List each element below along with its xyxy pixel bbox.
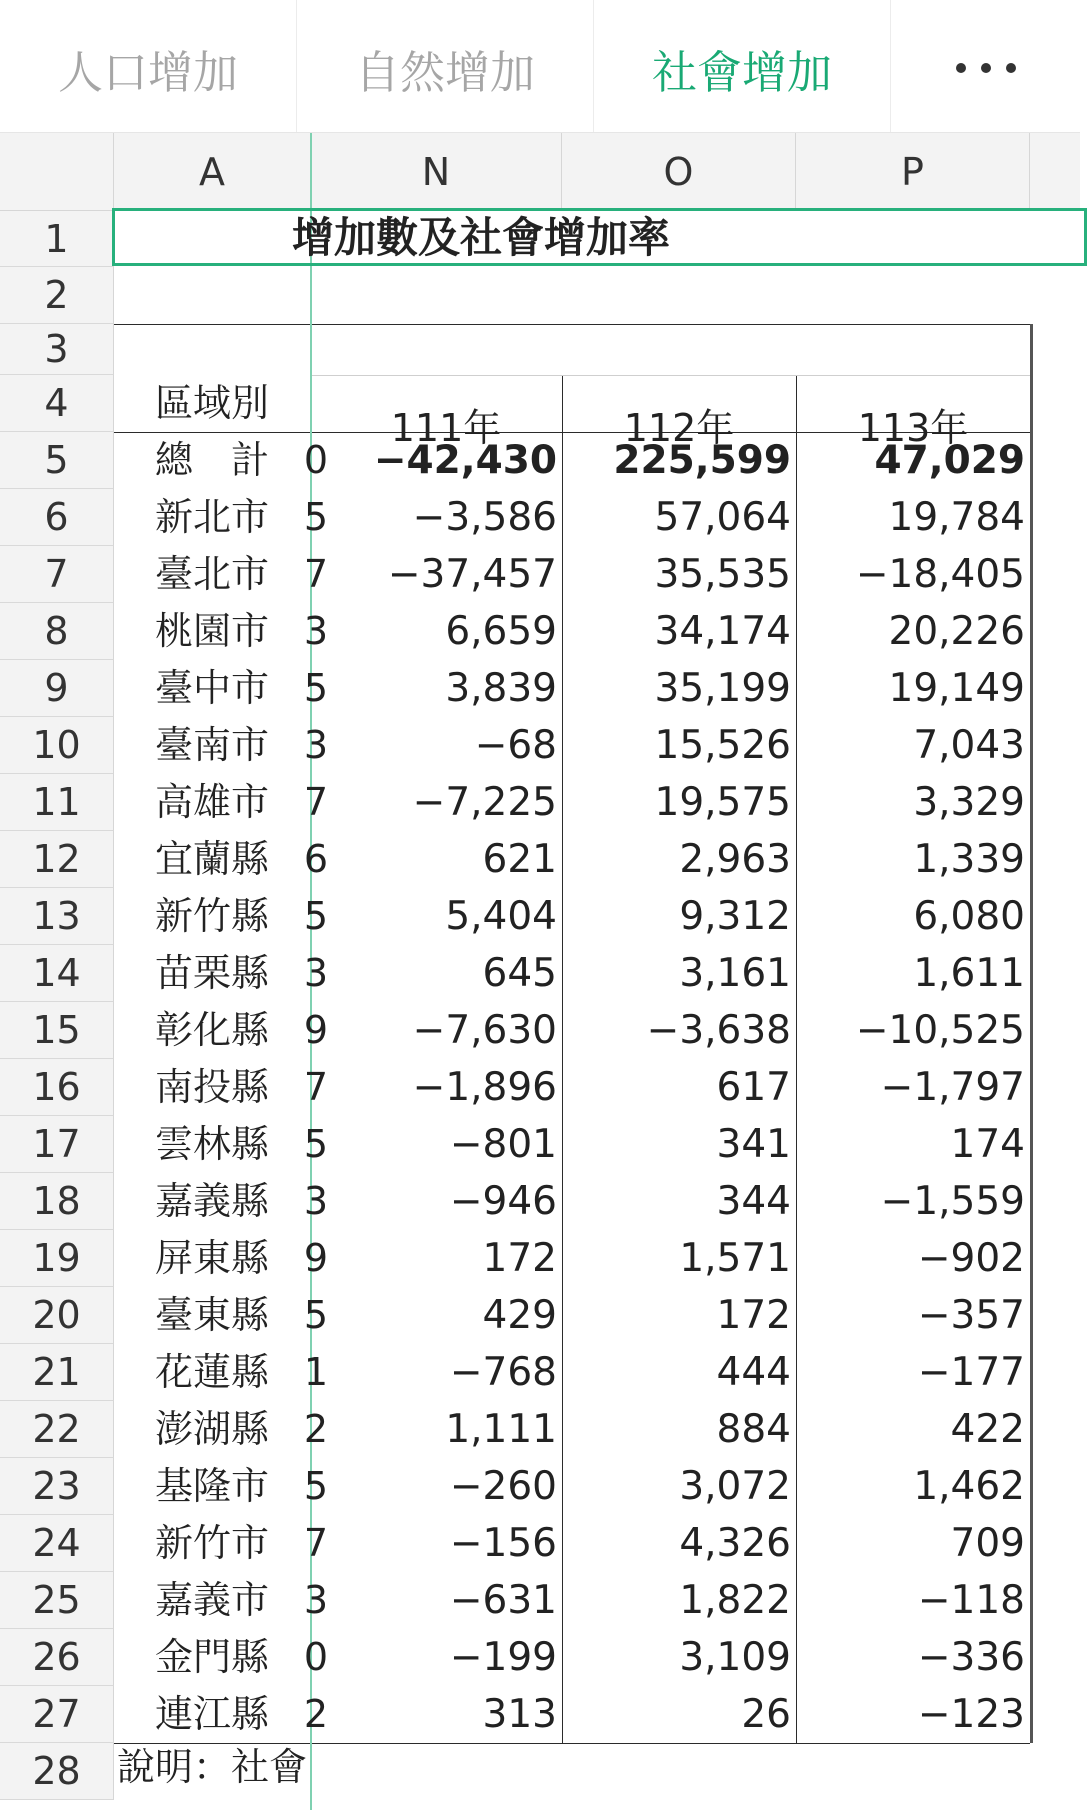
tab-social-increase[interactable]: 社會增加 bbox=[594, 0, 891, 132]
value-cell-112[interactable]: 3,109 bbox=[679, 1635, 791, 1680]
region-cell[interactable]: 澎湖縣 bbox=[154, 1407, 269, 1451]
hidden-column-stub-text: 0 bbox=[303, 438, 328, 482]
value-cell-113[interactable]: 7,043 bbox=[913, 723, 1025, 768]
value-cell-112[interactable]: 26 bbox=[741, 1692, 791, 1737]
value-cell-111[interactable]: −42,430 bbox=[373, 438, 557, 483]
row-header-2[interactable]: 2 bbox=[0, 267, 114, 324]
value-cell-113[interactable]: −902 bbox=[917, 1236, 1025, 1281]
column-header-n[interactable]: N bbox=[311, 133, 562, 211]
row-header-5[interactable]: 5 bbox=[0, 432, 114, 489]
value-cell-111[interactable]: 1,111 bbox=[445, 1407, 557, 1452]
hidden-column-stub-text: 5 bbox=[303, 495, 328, 539]
hidden-column-stub-text: 3 bbox=[303, 951, 328, 995]
region-cell[interactable]: 連江縣 bbox=[154, 1692, 269, 1736]
row-header-17[interactable]: 17 bbox=[0, 1116, 114, 1173]
value-cell-112[interactable]: 1,571 bbox=[679, 1236, 791, 1281]
row-header-22[interactable]: 22 bbox=[0, 1401, 114, 1458]
value-cell-111[interactable]: −37,457 bbox=[387, 552, 557, 597]
row-header-24[interactable]: 24 bbox=[0, 1515, 114, 1572]
value-cell-113[interactable]: 422 bbox=[950, 1407, 1025, 1452]
hidden-column-stub-text: 9 bbox=[303, 1008, 328, 1052]
row-header-11[interactable]: 11 bbox=[0, 774, 114, 831]
region-cell[interactable]: 苗栗縣 bbox=[154, 951, 269, 995]
value-cell-112[interactable]: 3,161 bbox=[679, 951, 791, 996]
select-all-corner[interactable] bbox=[0, 133, 114, 211]
value-cell-112[interactable]: 15,526 bbox=[654, 723, 791, 768]
value-cell-112[interactable]: 884 bbox=[716, 1407, 791, 1452]
area-header: 區域別 bbox=[154, 380, 269, 425]
row-header-27[interactable]: 27 bbox=[0, 1686, 114, 1743]
value-cell-113[interactable]: −357 bbox=[917, 1293, 1025, 1338]
value-cell-111[interactable]: −68 bbox=[474, 723, 557, 768]
value-cell-111[interactable]: −260 bbox=[449, 1464, 557, 1509]
region-cell[interactable]: 臺北市 bbox=[154, 552, 269, 596]
year-header-111: 111年 bbox=[390, 406, 502, 450]
value-cell-113[interactable]: 1,339 bbox=[913, 837, 1025, 882]
row-header-23[interactable]: 23 bbox=[0, 1458, 114, 1515]
region-cell[interactable]: 臺中市 bbox=[154, 666, 269, 710]
column-header-a[interactable]: A bbox=[114, 133, 311, 211]
value-cell-111[interactable]: 172 bbox=[482, 1236, 557, 1281]
hidden-column-stub-text: 7 bbox=[303, 1521, 328, 1565]
row-header-16[interactable]: 16 bbox=[0, 1059, 114, 1116]
value-cell-112[interactable]: 344 bbox=[716, 1179, 791, 1224]
hidden-column-stub-text: 9 bbox=[303, 1236, 328, 1280]
value-cell-111[interactable]: 645 bbox=[482, 951, 557, 996]
hidden-column-stub-text: 3 bbox=[303, 1179, 328, 1223]
value-cell-113[interactable]: 47,029 bbox=[874, 438, 1025, 483]
value-cell-113[interactable]: −177 bbox=[917, 1350, 1025, 1395]
row-header-18[interactable]: 18 bbox=[0, 1173, 114, 1230]
row-header-14[interactable]: 14 bbox=[0, 945, 114, 1002]
value-cell-112[interactable]: 341 bbox=[716, 1122, 791, 1167]
region-cell[interactable]: 宜蘭縣 bbox=[154, 837, 269, 881]
value-cell-111[interactable]: −768 bbox=[449, 1350, 557, 1395]
column-header-p[interactable]: P bbox=[796, 133, 1030, 211]
row-header-10[interactable]: 10 bbox=[0, 717, 114, 774]
row-header-12[interactable]: 12 bbox=[0, 831, 114, 888]
region-cell[interactable]: 新竹市 bbox=[154, 1521, 269, 1565]
region-cell[interactable]: 彰化縣 bbox=[154, 1008, 269, 1052]
value-cell-112[interactable]: 2,963 bbox=[679, 837, 791, 882]
value-cell-111[interactable]: 5,404 bbox=[445, 894, 557, 939]
more-tabs-button[interactable] bbox=[891, 0, 1080, 132]
value-cell-112[interactable]: 1,822 bbox=[679, 1578, 791, 1623]
hidden-column-stub-text: 2 bbox=[303, 1692, 328, 1736]
value-cell-113[interactable]: 3,329 bbox=[913, 780, 1025, 825]
value-cell-113[interactable]: 1,462 bbox=[913, 1464, 1025, 1509]
tab-natural-increase[interactable]: 自然增加 bbox=[297, 0, 594, 132]
value-cell-111[interactable]: 621 bbox=[482, 837, 557, 882]
value-cell-112[interactable]: 3,072 bbox=[679, 1464, 791, 1509]
value-cell-112[interactable]: 617 bbox=[716, 1065, 791, 1110]
row-header-13[interactable]: 13 bbox=[0, 888, 114, 945]
value-cell-111[interactable]: 3,839 bbox=[445, 666, 557, 711]
value-cell-111[interactable]: −801 bbox=[449, 1122, 557, 1167]
row-header-26[interactable]: 26 bbox=[0, 1629, 114, 1686]
region-cell[interactable]: 雲林縣 bbox=[154, 1122, 269, 1166]
value-cell-113[interactable]: 174 bbox=[950, 1122, 1025, 1167]
hidden-column-stub-text: 3 bbox=[303, 609, 328, 653]
year-header-112: 112年 bbox=[623, 406, 735, 450]
value-cell-113[interactable]: −10,525 bbox=[855, 1008, 1025, 1053]
region-cell[interactable]: 臺東縣 bbox=[154, 1293, 269, 1337]
region-cell[interactable]: 總 計 bbox=[154, 438, 269, 482]
value-cell-111[interactable]: −156 bbox=[449, 1521, 557, 1566]
column-header-next[interactable] bbox=[1030, 133, 1080, 211]
value-cell-112[interactable]: −3,638 bbox=[646, 1008, 791, 1053]
value-cell-113[interactable]: 20,226 bbox=[888, 609, 1025, 654]
region-cell[interactable]: 新北市 bbox=[154, 495, 269, 539]
spreadsheet-grid[interactable] bbox=[0, 133, 1080, 1810]
region-cell[interactable]: 高雄市 bbox=[154, 780, 269, 824]
hidden-column-stub-text: 0 bbox=[303, 1635, 328, 1679]
value-cell-112[interactable]: 444 bbox=[716, 1350, 791, 1395]
sheet-title: 增加數及社會增加率 bbox=[292, 213, 671, 262]
region-cell[interactable]: 南投縣 bbox=[154, 1065, 269, 1109]
row-header-7[interactable]: 7 bbox=[0, 546, 114, 603]
hidden-column-stub-text: 5 bbox=[303, 894, 328, 938]
region-cell[interactable]: 桃園市 bbox=[154, 609, 269, 653]
value-cell-113[interactable]: 19,149 bbox=[888, 666, 1025, 711]
region-cell[interactable]: 嘉義市 bbox=[154, 1578, 269, 1622]
region-cell[interactable]: 嘉義縣 bbox=[154, 1179, 269, 1223]
value-cell-111[interactable]: −199 bbox=[449, 1635, 557, 1680]
row-header-9[interactable]: 9 bbox=[0, 660, 114, 717]
value-cell-113[interactable]: 6,080 bbox=[913, 894, 1025, 939]
region-cell[interactable]: 臺南市 bbox=[154, 723, 269, 767]
header-divider bbox=[311, 375, 1030, 376]
hidden-column-stub-text: 6 bbox=[303, 837, 328, 881]
row-header-1[interactable]: 1 bbox=[0, 211, 114, 267]
value-cell-111[interactable]: −3,586 bbox=[412, 495, 557, 540]
value-cell-112[interactable]: 172 bbox=[716, 1293, 791, 1338]
region-cell[interactable]: 花蓮縣 bbox=[154, 1350, 269, 1394]
row-header-19[interactable]: 19 bbox=[0, 1230, 114, 1287]
hidden-column-stub-text: 7 bbox=[303, 552, 328, 596]
value-cell-113[interactable]: −1,797 bbox=[880, 1065, 1025, 1110]
value-cell-111[interactable]: 429 bbox=[482, 1293, 557, 1338]
value-cell-113[interactable]: 1,611 bbox=[913, 951, 1025, 996]
hidden-column-stub-text: 5 bbox=[303, 666, 328, 710]
hidden-column-stub-text: 5 bbox=[303, 1122, 328, 1166]
value-cell-112[interactable]: 19,575 bbox=[654, 780, 791, 825]
row-header-4[interactable]: 4 bbox=[0, 375, 114, 432]
value-cell-113[interactable]: −18,405 bbox=[855, 552, 1025, 597]
value-cell-113[interactable]: 709 bbox=[950, 1521, 1025, 1566]
value-cell-112[interactable]: 9,312 bbox=[679, 894, 791, 939]
value-cell-112[interactable]: 34,174 bbox=[654, 609, 791, 654]
row-header-3[interactable]: 3 bbox=[0, 324, 114, 375]
region-cell[interactable]: 新竹縣 bbox=[154, 894, 269, 938]
row-header-6[interactable]: 6 bbox=[0, 489, 114, 546]
value-cell-111[interactable]: −1,896 bbox=[412, 1065, 557, 1110]
value-cell-113[interactable]: −123 bbox=[917, 1692, 1025, 1737]
hidden-column-stub-text: 3 bbox=[303, 723, 328, 767]
tab-population-increase[interactable]: 人口增加 bbox=[0, 0, 297, 132]
value-cell-112[interactable]: 57,064 bbox=[654, 495, 791, 540]
hidden-column-stub-text: 3 bbox=[303, 1578, 328, 1622]
region-cell[interactable]: 金門縣 bbox=[154, 1635, 269, 1679]
value-cell-112[interactable]: 35,535 bbox=[654, 552, 791, 597]
hidden-column-stub-text: 5 bbox=[303, 1464, 328, 1508]
value-cell-111[interactable]: −7,225 bbox=[412, 780, 557, 825]
row-header-20[interactable]: 20 bbox=[0, 1287, 114, 1344]
row-header-8[interactable]: 8 bbox=[0, 603, 114, 660]
hidden-column-stub-text: 7 bbox=[303, 1065, 328, 1109]
column-header-o[interactable]: O bbox=[562, 133, 796, 211]
region-cell[interactable]: 基隆市 bbox=[154, 1464, 269, 1508]
value-cell-112[interactable]: 4,326 bbox=[679, 1521, 791, 1566]
value-cell-113[interactable]: −1,559 bbox=[880, 1179, 1025, 1224]
value-cell-111[interactable]: 6,659 bbox=[445, 609, 557, 654]
hidden-column-stub-text: 7 bbox=[303, 780, 328, 824]
value-cell-113[interactable]: −118 bbox=[917, 1578, 1025, 1623]
table-top-border bbox=[114, 324, 1030, 325]
value-cell-111[interactable]: 313 bbox=[482, 1692, 557, 1737]
note-text: 說明：社會 bbox=[117, 1745, 308, 1789]
value-cell-113[interactable]: −336 bbox=[917, 1635, 1025, 1680]
sheet-tab-bar bbox=[0, 0, 1080, 133]
value-cell-112[interactable]: 225,599 bbox=[613, 438, 791, 483]
region-cell[interactable]: 屏東縣 bbox=[154, 1236, 269, 1280]
more-horizontal-icon bbox=[956, 63, 1016, 73]
row-header-28[interactable]: 28 bbox=[0, 1743, 114, 1800]
value-cell-113[interactable]: 19,784 bbox=[888, 495, 1025, 540]
row-header-15[interactable]: 15 bbox=[0, 1002, 114, 1059]
row-header-25[interactable]: 25 bbox=[0, 1572, 114, 1629]
hidden-column-stub-text: 5 bbox=[303, 1293, 328, 1337]
value-cell-111[interactable]: −631 bbox=[449, 1578, 557, 1623]
value-cell-111[interactable]: −7,630 bbox=[412, 1008, 557, 1053]
year-header-113: 113年 bbox=[857, 406, 969, 450]
hidden-column-stub-text: 1 bbox=[303, 1350, 328, 1394]
table-right-border bbox=[1030, 324, 1033, 1743]
hidden-column-stub-text: 2 bbox=[303, 1407, 328, 1451]
row-header-21[interactable]: 21 bbox=[0, 1344, 114, 1401]
value-cell-111[interactable]: −946 bbox=[449, 1179, 557, 1224]
value-cell-112[interactable]: 35,199 bbox=[654, 666, 791, 711]
